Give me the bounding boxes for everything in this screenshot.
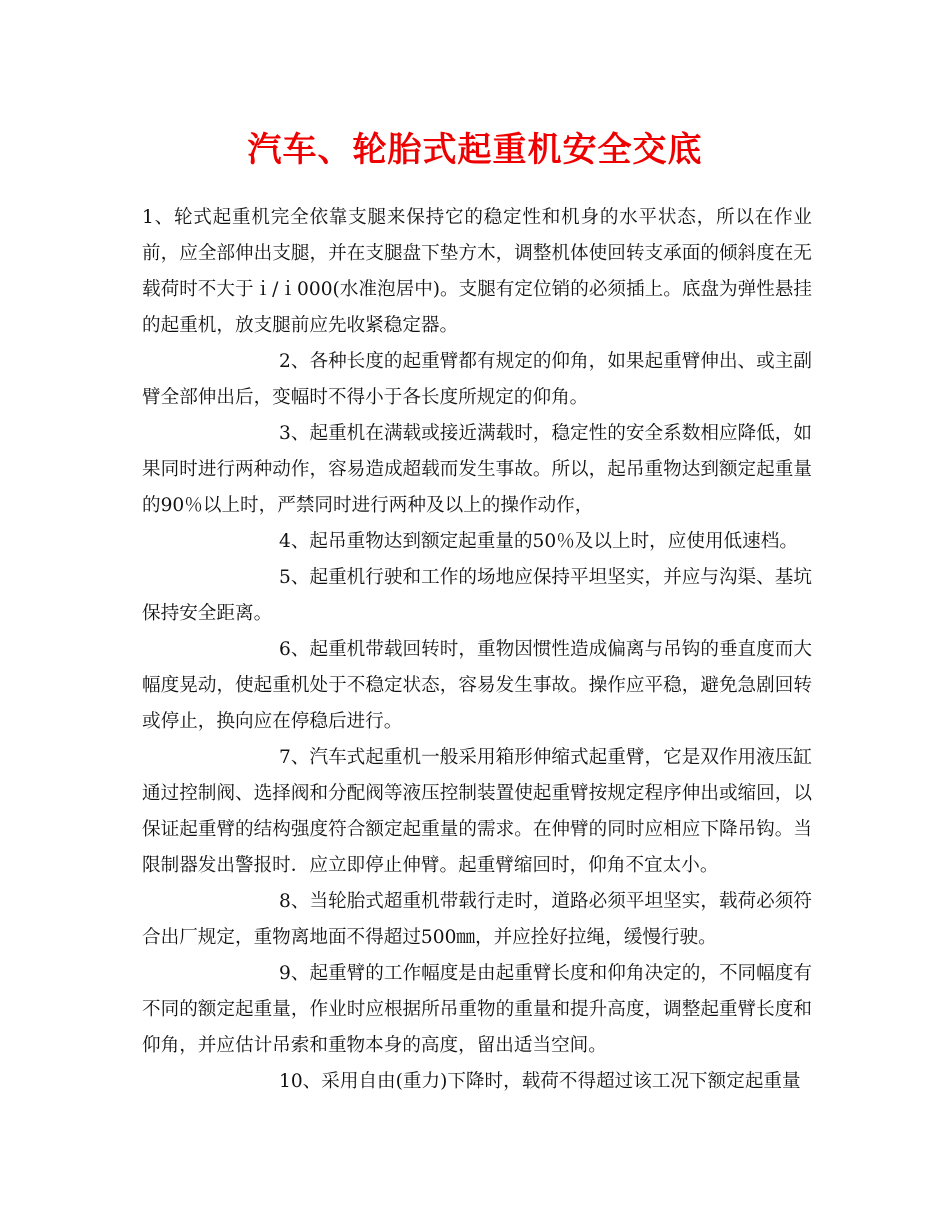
paragraph-5: 5、起重机行驶和工作的场地应保持平坦坚实，并应与沟渠、基坑保持安全距离。 (142, 567, 812, 624)
paragraph-10: 10、采用自由(重力)下降时，载荷不得超过该工况下额定起重量 (279, 1071, 801, 1092)
document-body (142, 200, 812, 1100)
paragraph-3: 3、起重机在满载或接近满载时，稳定性的安全系数相应降低，如果同时进行两种动作，容易造成超载而发生事故。所以，起吊重物达到额定起重量的90％以上时，严禁同时进行两种及以上的操作动作， (142, 423, 812, 516)
paragraph-2: 2、各种长度的起重臂都有规定的仰角，如果起重臂伸出、或主副臂全部伸出后，变幅时不得小于各长度所规定的仰角。 (142, 351, 812, 408)
document-title: 汽车、轮胎式起重机安全交底 (247, 130, 703, 170)
paragraph-7: 7、汽车式起重机一般采用箱形伸缩式起重臂，它是双作用液压缸通过控制阀、选择阀和分配阀等液压控制装置使起重臂按规定程序伸出或缩回，以保证起重臂的结构强度符合额定起重量的需求。在伸臂的同时应相应下降吊钩。当限制器发出警报时．应立即停止伸臂。起重臂缩回时，仰角不宜太小。 (142, 747, 812, 876)
paragraph-6: 6、起重机带载回转时，重物因惯性造成偏离与吊钩的垂直度而大幅度晃动，使起重机处于不稳定状态，容易发生事故。操作应平稳，避免急剧回转或停止，换向应在停稳后进行。 (142, 639, 812, 732)
paragraph-4: 4、起吊重物达到额定起重量的50％及以上时，应使用低速档。 (279, 531, 798, 552)
paragraph-8: 8、当轮胎式超重机带载行走时，道路必须平坦坚实，载荷必须符合出厂规定，重物离地面不得超过500㎜，并应拴好拉绳，缓慢行驶。 (142, 891, 812, 948)
paragraph-1: 1、轮式起重机完全依靠支腿来保持它的稳定性和机身的水平状态，所以在作业前，应全部伸出支腿，并在支腿盘下垫方木，调整机体使回转支承面的倾斜度在无载荷时不大于ｉ/ｉ000(水准泡居中)。支腿有定位销的必须插上。底盘为弹性悬挂的起重机，放支腿前应先收紧稳定器。 (142, 207, 812, 336)
paragraph-9: 9、起重臂的工作幅度是由起重臂长度和仰角决定的，不同幅度有不同的额定起重量，作业时应根据所吊重物的重量和提升高度，调整起重臂长度和仰角，并应估计吊索和重物本身的高度，留出适当空间。 (142, 963, 812, 1056)
